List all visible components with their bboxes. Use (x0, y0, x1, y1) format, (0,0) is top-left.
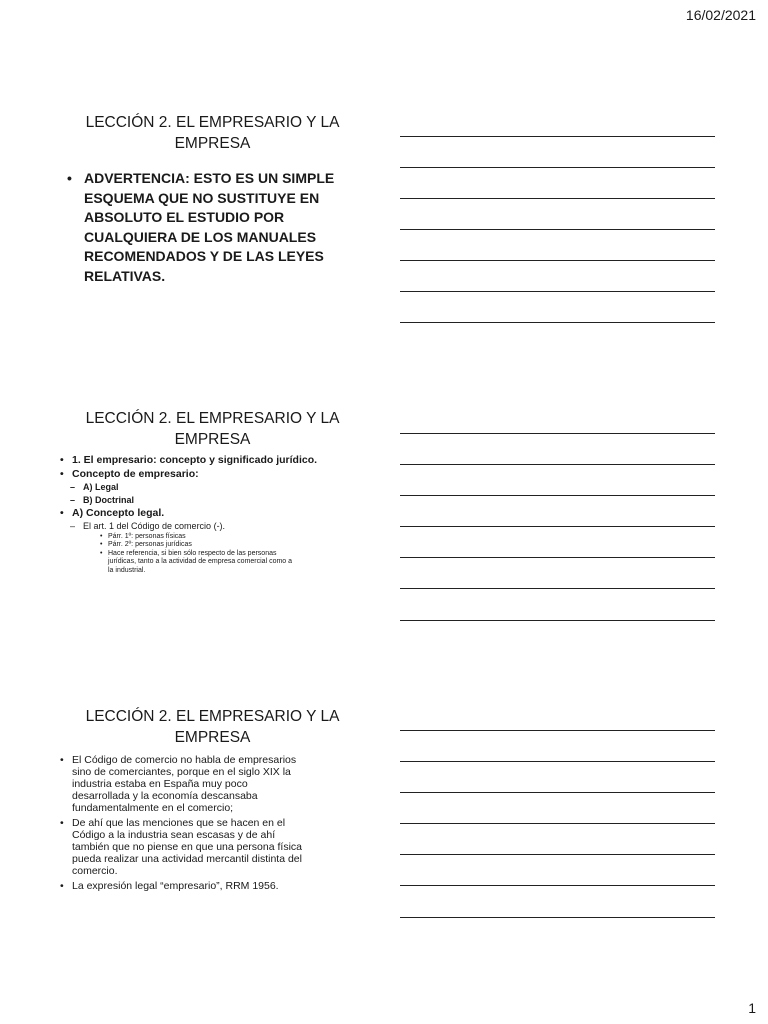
text-line: • El Código de comercio no habla de empresarios (72, 754, 297, 766)
list-subsubitem: • Párr. 1º: personas físicas (60, 533, 365, 542)
slide-1 (60, 112, 365, 286)
note-line (400, 322, 715, 323)
note-line (400, 229, 715, 230)
text-line: industria estaba en España muy poco (72, 778, 248, 790)
note-line (400, 557, 715, 558)
slide-title-line: LECCIÓN 2. EL EMPRESARIO Y LA (85, 114, 340, 131)
note-line (400, 526, 715, 527)
slide-title-line: EMPRESA (174, 729, 251, 746)
slide-title (60, 706, 365, 748)
list-item: • Concepto de empresario: (60, 467, 365, 481)
list-subitem: – El art. 1 del Código de comercio (-). (60, 520, 365, 533)
note-line (400, 198, 715, 199)
note-line (400, 823, 715, 824)
text-line: la industrial. (108, 566, 146, 574)
print-date: 16/02/2021 (685, 7, 756, 23)
text-line: • De ahí que las menciones que se hacen en el (72, 817, 286, 829)
slide-title-line: LECCIÓN 2. EL EMPRESARIO Y LA (85, 410, 340, 427)
slide-title-line: EMPRESA (174, 135, 251, 152)
list-subitem: – B) Doctrinal (60, 494, 365, 507)
list-subsubitem (60, 550, 365, 576)
note-line (400, 854, 715, 855)
slide-2 (60, 408, 365, 575)
text-line: • Hace referencia, si bien sólo respecto de las personas (108, 549, 277, 557)
slide-title (60, 112, 365, 154)
text-line: desarrollada y la economía descansaba (72, 790, 258, 802)
note-line (400, 291, 715, 292)
list-item (60, 817, 365, 877)
bullet-list (60, 754, 365, 892)
text-line: Código a la industria sean escasas y de ahí (72, 829, 276, 841)
note-line (400, 761, 715, 762)
note-line (400, 464, 715, 465)
note-line (400, 792, 715, 793)
list-subitem: – A) Legal (60, 481, 365, 494)
note-line (400, 260, 715, 261)
slide-title-line: EMPRESA (174, 431, 251, 448)
text-line: también que no piense en que una persona física (72, 841, 303, 853)
page-number: 1 (748, 1000, 756, 1016)
list-item (60, 754, 365, 814)
note-line (400, 588, 715, 589)
slide-3 (60, 706, 365, 895)
list-item: • La expresión legal “empresario”, RRM 1956. (60, 880, 365, 892)
warning-bullet: • ADVERTENCIA: ESTO ES UN SIMPLE ESQUEMA QUE NO SUSTITUYE EN ABSOLUTO EL ESTUDIO POR CUALQUIERA DE LOS MANUALES RECOMENDADOS Y DE LAS LEYES RELATIVAS. (60, 169, 365, 286)
text-line: fundamentalmente en el comercio; (72, 802, 234, 814)
note-line (400, 167, 715, 168)
note-line (400, 917, 715, 918)
note-line (400, 620, 715, 621)
note-line (400, 136, 715, 137)
note-line (400, 495, 715, 496)
bullet-list (60, 169, 365, 286)
text-line: comercio. (72, 865, 118, 877)
list-subsubitem: • Párr. 2º: personas jurídicas (60, 541, 365, 550)
text-line: jurídicas, tanto a la actividad de empresa comercial como a (108, 558, 293, 565)
list-item: • A) Concepto legal. (60, 506, 365, 520)
bullet-list (60, 453, 365, 575)
text-line: pueda realizar una actividad mercantil distinta del (72, 853, 302, 865)
note-line (400, 885, 715, 886)
note-line (400, 730, 715, 731)
slide-title (60, 408, 365, 450)
slide-title-line: LECCIÓN 2. EL EMPRESARIO Y LA (85, 708, 340, 725)
list-item: • 1. El empresario: concepto y significado jurídico. (60, 453, 365, 467)
text-line: sino de comerciantes, porque en el siglo XIX la (72, 766, 291, 778)
note-line (400, 433, 715, 434)
